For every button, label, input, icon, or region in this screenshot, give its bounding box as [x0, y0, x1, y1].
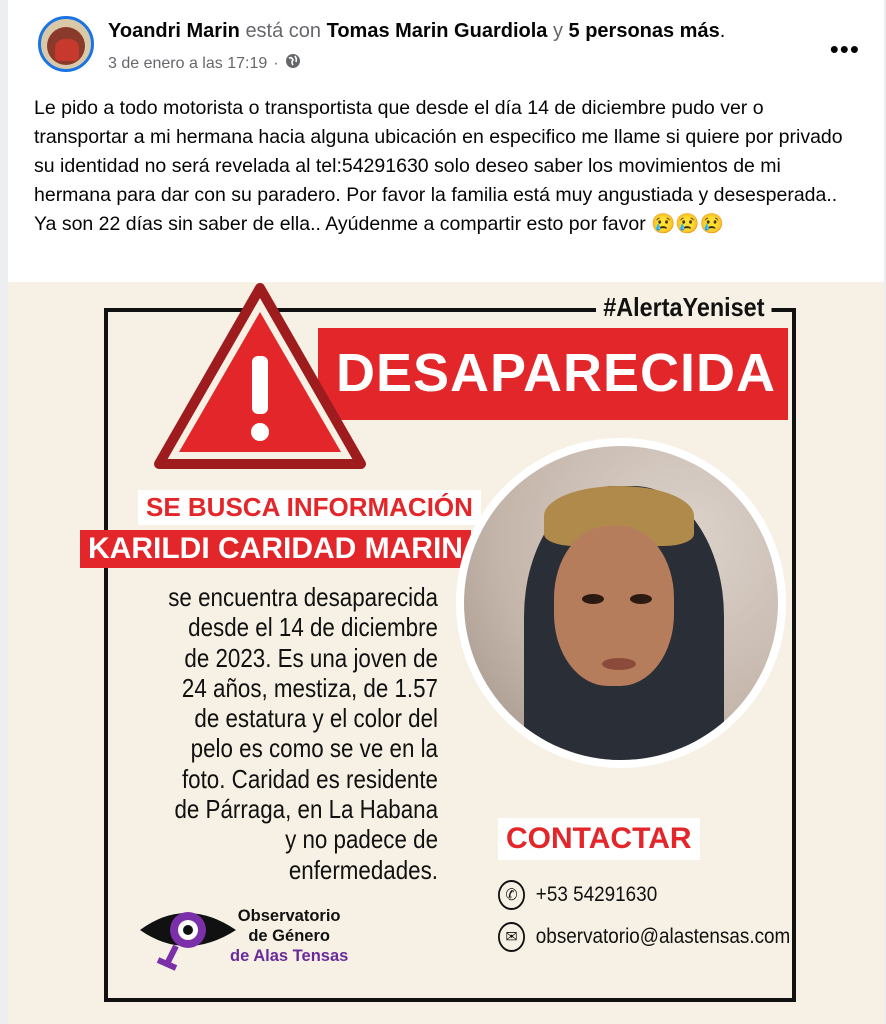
- person-photo: [456, 438, 786, 768]
- header-period: .: [719, 20, 726, 42]
- email-address: observatorio@alastensas.com: [535, 925, 791, 948]
- post-text: Le pido a todo motorista o transportista que desde el día 14 de diciembre pudo ver o transportar a mi hermana hacia alguna ubicación en especifico me llame si quiere por privado su identidad no será revelada al tel:54291630 solo deseo saber los movimientos de mi hermana para dar con su paradero. Por favor la familia está muy angustiada y desesperada.. Ya son 22 días sin saber de ella.. Ayúdenme a compartir esto por favor 😢😢😢: [34, 97, 843, 235]
- globe-icon: [285, 53, 301, 74]
- poster-title: DESAPARECIDA: [336, 343, 777, 403]
- info-wanted-label: SE BUSCA INFORMACIÓN: [138, 490, 481, 525]
- contact-title: CONTACTAR: [498, 818, 700, 860]
- others-link[interactable]: 5 personas más: [568, 20, 720, 42]
- warning-triangle-icon: [153, 282, 368, 472]
- phone-number: +53 54291630: [535, 883, 658, 906]
- timestamp[interactable]: 3 de enero a las 17:19: [108, 54, 268, 72]
- post-meta: [108, 53, 301, 74]
- hashtag: #AlertaYeniset: [596, 292, 772, 323]
- more-options-button[interactable]: •••: [829, 34, 860, 64]
- separator-dot: ·: [273, 54, 279, 72]
- email-row: [498, 922, 790, 952]
- missing-person-name: KARILDI CARIDAD MARIN: [80, 530, 471, 568]
- and-text: y: [552, 20, 563, 42]
- missing-poster-image[interactable]: [8, 282, 884, 1024]
- post-header: [108, 20, 725, 43]
- organization-name: Observatorio de Género de Alas Tensas: [230, 907, 349, 965]
- post-card: [8, 0, 884, 1024]
- phone-row: [498, 880, 657, 910]
- author-name[interactable]: Yoandri Marin: [108, 20, 240, 42]
- title-banner: [318, 328, 788, 420]
- author-avatar[interactable]: [38, 16, 94, 72]
- phone-icon: ✆: [498, 880, 525, 910]
- tagged-person[interactable]: Tomas Marin Guardiola: [326, 20, 548, 42]
- description-text: se encuentra desaparecida desde el 14 de diciembre de 2023. Es una joven de 24 años, mestiza, de 1.57 de estatura y el color del pelo es como se ve en la foto. Caridad es residente de Párraga, en La Habana y no padece de enfermedades.: [168, 582, 438, 885]
- email-icon: ✉: [498, 922, 525, 952]
- with-text: está con: [245, 20, 322, 42]
